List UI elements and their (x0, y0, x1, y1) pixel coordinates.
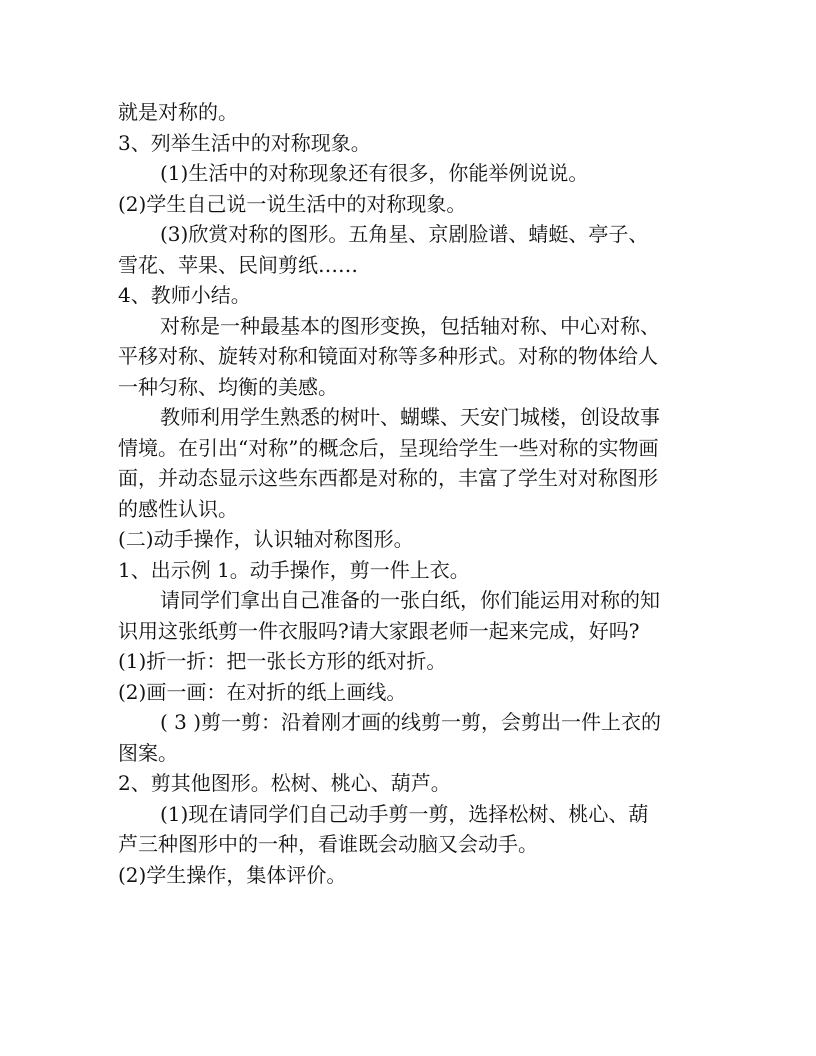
text-line: (3)欣赏对称的图形。五角星、京剧脸谱、蜻蜓、亭子、 (160, 222, 649, 246)
text-line: 芦三种图形中的一种，看谁既会动脑又会动手。 (118, 832, 538, 856)
text-line: 面，并动态显示这些东西都是对称的，丰富了学生对对称图形 (118, 466, 658, 490)
text-line: (2)学生自己说一说生活中的对称现象。 (118, 191, 467, 216)
text-line: 就是对称的。 (118, 100, 238, 124)
text-line: 对称是一种最基本的图形变换，包括轴对称、中心对称、 (160, 313, 660, 338)
text-line: 的感性认识。 (118, 496, 238, 521)
text-line: 请同学们拿出自己准备的一张白纸，你们能运用对称的知 (160, 588, 660, 612)
text-line: (1)现在请同学们自己动手剪一剪，选择松树、桃心、葫 (160, 801, 649, 826)
text-line: (2)学生操作，集体评价。 (118, 862, 347, 887)
text-line: 一种匀称、均衡的美感。 (118, 374, 338, 399)
section-heading: 2、剪其他图形。松树、桃心、葫芦。 (118, 771, 451, 795)
text-line: 平移对称、旋转对称和镜面对称等多种形式。对称的物体给人 (118, 344, 658, 368)
text-line: (2)画一画：在对折的纸上画线。 (118, 679, 407, 704)
text-line: (1)折一折：把一张长方形的纸对折。 (118, 649, 447, 673)
text-line: (1)生活中的对称现象还有很多，你能举例说说。 (160, 161, 589, 185)
text-line: 情境。在引出“对称”的概念后，呈现给学生一些对称的实物画 (118, 435, 659, 460)
text-line: 识用这张纸剪一件衣服吗?请大家跟老师一起来完成，好吗? (118, 618, 640, 643)
section-heading: 4、教师小结。 (118, 283, 251, 307)
text-line: 教师利用学生熟悉的树叶、蝴蝶、天安门城楼，创设故事 (160, 405, 660, 429)
text-line: ( 3 )剪一剪：沿着刚才画的线剪一剪，会剪出一件上衣的 (160, 710, 662, 734)
section-heading: 1、出示例 1。动手操作，剪一件上衣。 (118, 557, 470, 582)
text-line: 图案。 (118, 740, 178, 765)
text-line: 雪花、苹果、民间剪纸…… (118, 252, 358, 277)
section-heading: 3、列举生活中的对称现象。 (118, 130, 371, 155)
section-heading: (二)动手操作，认识轴对称图形。 (118, 527, 414, 551)
document-body (118, 97, 700, 890)
